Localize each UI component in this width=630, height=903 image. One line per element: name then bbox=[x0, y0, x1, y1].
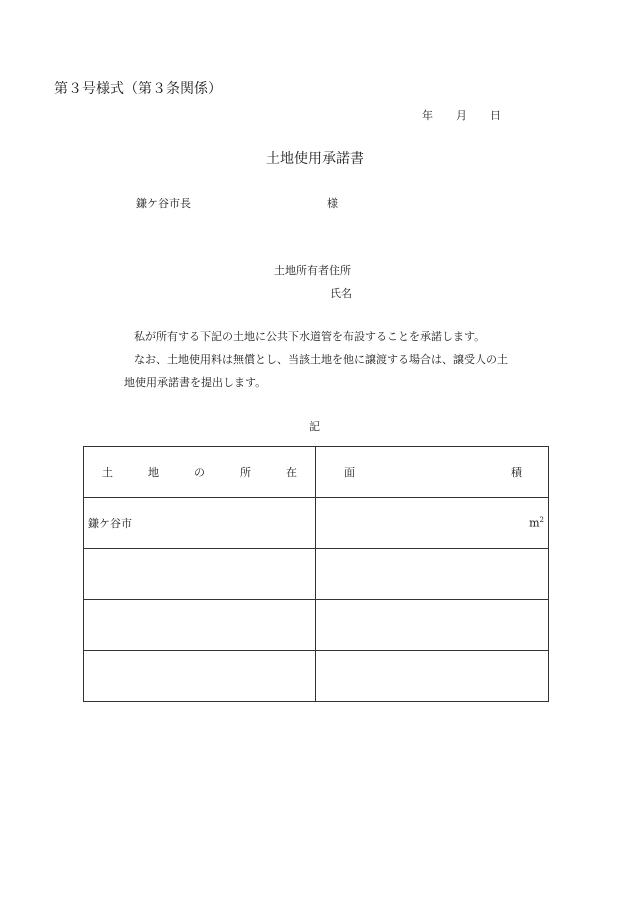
table-row bbox=[84, 600, 549, 651]
location-header-char: 所 bbox=[240, 466, 251, 479]
body-paragraph-2: なお、土地使用料は無償とし、当該土地を他に譲渡する場合は、譲受人の土 bbox=[134, 353, 508, 366]
addressee-honorific: 様 bbox=[327, 197, 338, 210]
location-header-cell bbox=[84, 447, 316, 498]
location-header-char: の bbox=[194, 466, 205, 479]
body-paragraph-1: 私が所有する下記の土地に公共下水道管を布設することを承諾します。 bbox=[134, 330, 486, 343]
location-cell[interactable] bbox=[84, 600, 316, 651]
addressee-name: 鎌ケ谷市長 bbox=[136, 197, 191, 210]
area-cell[interactable] bbox=[316, 498, 549, 549]
date-year-label: 年 bbox=[422, 109, 433, 122]
location-header-char: 土 bbox=[102, 466, 113, 479]
table-row bbox=[84, 651, 549, 702]
land-table bbox=[83, 446, 549, 702]
document-title: 土地使用承諾書 bbox=[266, 151, 364, 167]
location-header-char: 在 bbox=[286, 466, 297, 479]
date-day-label: 日 bbox=[490, 109, 501, 122]
date-month-label: 月 bbox=[456, 109, 467, 122]
area-cell[interactable] bbox=[316, 600, 549, 651]
body-paragraph-3: 地使用承諾書を提出します。 bbox=[124, 376, 267, 389]
area-header-cell bbox=[316, 447, 549, 498]
table-header-row bbox=[84, 447, 549, 498]
owner-name-label: 氏名 bbox=[330, 287, 352, 300]
table-row bbox=[84, 549, 549, 600]
area-cell[interactable] bbox=[316, 549, 549, 600]
location-value: 鎌ケ谷市 bbox=[88, 517, 132, 530]
location-header-char: 地 bbox=[148, 466, 159, 479]
area-header-char: 面 bbox=[344, 466, 355, 479]
location-cell[interactable] bbox=[84, 549, 316, 600]
date-line bbox=[422, 107, 501, 123]
area-header-char: 積 bbox=[511, 466, 522, 479]
location-cell[interactable] bbox=[84, 651, 316, 702]
area-unit: $m^2$ bbox=[529, 516, 544, 530]
form-number: 第３号様式（第３条関係） bbox=[54, 81, 222, 97]
ki-heading: 記 bbox=[309, 420, 320, 433]
location-cell[interactable] bbox=[84, 498, 316, 549]
table-row bbox=[84, 498, 549, 549]
area-cell[interactable] bbox=[316, 651, 549, 702]
owner-address-label: 土地所有者住所 bbox=[274, 264, 351, 277]
